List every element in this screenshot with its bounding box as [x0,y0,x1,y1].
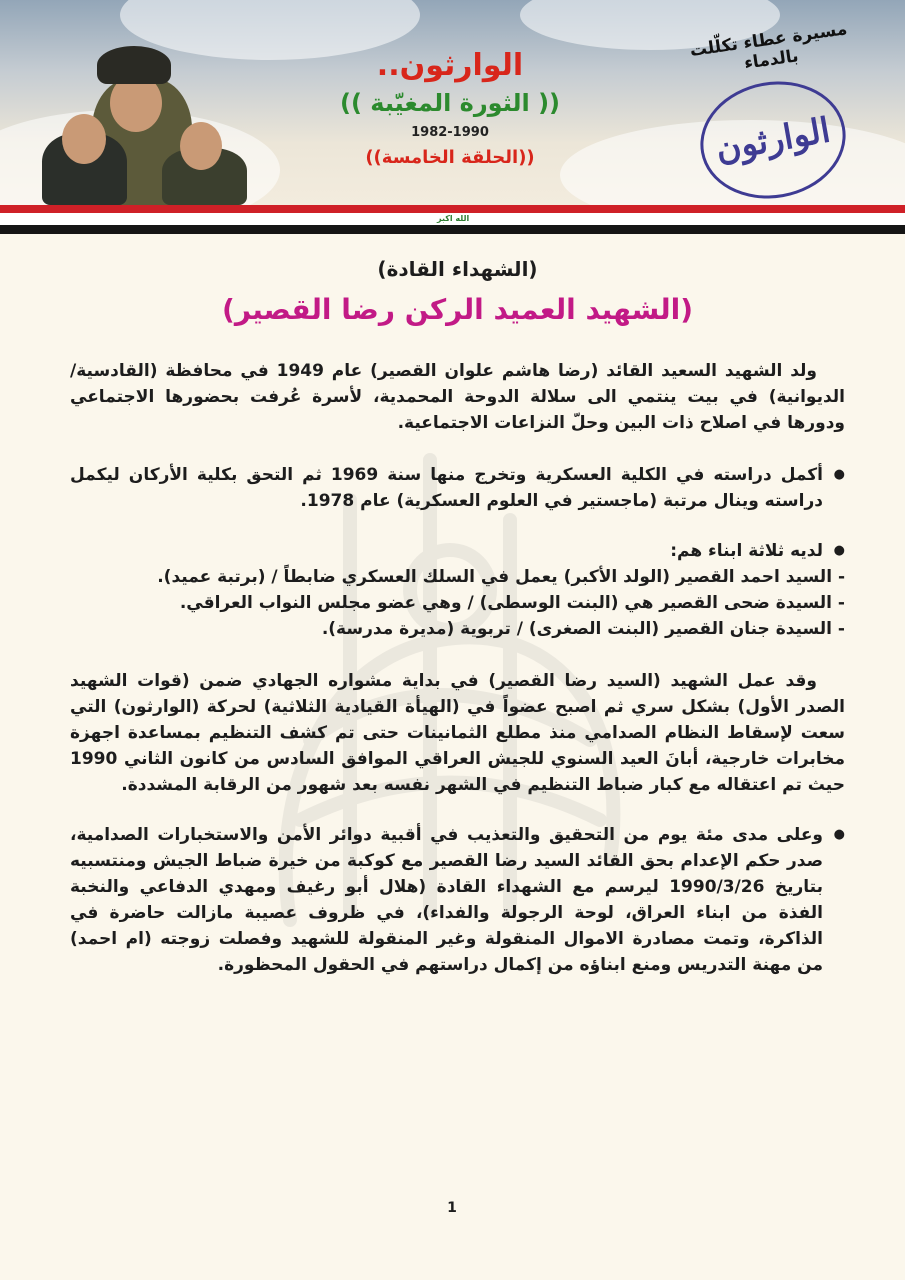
beret-icon [97,46,171,84]
emblem-slogan: مسيرة عطاء تكلّلت بالدماء [688,19,849,74]
work-paragraph: وقد عمل الشهيد (السيد رضا القصير) في بداية مشواره الجهادي ضمن (قوات الشهيد الصدر الأول) بشكل سري ثم اصبح عضواً في (الهيأة القيادية الثلاثية) لحركة (الوارثون) التي سعت لإسقاط النظام الصدامي منذ مطلع الثمانينات حتى تم كشف التنظيم بمساعدة اجهزة مخابرات خارجية، أبانَ العيد السنوي للجيش العراقي الموافق السادس من كانون الثاني 1990 حيث تم اعتقاله مع كبار ضباط التنظيم في الشهر نفسه بعد شهور من الرقابة المشددة. [70,671,845,795]
arrest-list [70,822,845,978]
series-title: الوارثون.. [376,48,524,83]
education-list [70,462,845,514]
flag-white-stripe [0,213,905,225]
flag-black-stripe [0,225,905,234]
birth-paragraph: ولد الشهيد السعيد القائد (رضا هاشم علوان القصير) عام 1949 في محافظة (القادسية/الديوانية) في بيت ينتمي الى سلالة الدوحة المحمدية، لأسرة عُرفت بحضورها الاجتماعي ودورها في اصلاح ذات البين وحلّ النزاعات الاجتماعية. [70,361,845,433]
series-years: 1982-1990 [411,125,489,140]
child-entry: - السيدة ضحى القصير هي (البنت الوسطى) / وهي عضو مجلس النواب العراقي. [179,593,845,613]
page-number: 1 [447,1200,457,1216]
portrait-face [180,122,222,170]
arrest-item: ● وعلى مدى مئة يوم من التحقيق والتعذيب في أقبية دوائر الأمن والاستخبارات الصدامية، صدر حكم الإعدام بحق القائد السيد رضا القصير مع كوكبة من خيرة ضباط الجيش ومنتسبيه بتاريخ 1990/3/26 ليرسم مع الشهداء القادة (هلال أبو رغيف ومهدي الدفاعي والنخبة الفذة من ابناء العراق، لوحة الرجولة والفداء)، في ظروف عصيبة مازالت حاضرة في الذاكرة، وتمت مصادرة الاموال المنقولة وغير المنقولة للشهيد وفصلت زوجته (ام احمد) من مهنة التدريس ومنع ابناؤه من إكمال دراستهم في الحقول المحظورة. [70,822,845,978]
movement-emblem [680,19,860,200]
martyrs-portraits [42,38,252,205]
flag-takbir-text: الله اكبر [437,214,470,223]
children-intro: ● لديه ثلاثة ابناء هم: [70,538,845,564]
martyr-name-heading: (الشهيد العميد الركن رضا القصير) [222,293,693,326]
child-entry: - السيد احمد القصير (الولد الأكبر) يعمل في السلك العسكري ضابطاً / (برتبة عميد). [157,567,845,587]
child-entry: - السيدة جنان القصير (البنت الصغرى) / تربوية (مديرة مدرسة). [321,619,845,639]
episode-label: ((الحلقة الخامسة)) [365,147,535,168]
article-content [70,250,845,978]
children-entries [70,564,845,642]
section-title: (الشهداء القادة) [377,257,538,281]
children-list [70,538,845,564]
header-banner [0,0,905,205]
series-titles [300,48,600,170]
portrait-face [62,114,106,164]
flag-red-stripe [0,205,905,213]
education-item: ● أكمل دراسته في الكلية العسكرية وتخرج منها سنة 1969 ثم التحق بكلية الأركان ليكمل دراسته وينال مرتبة (ماجستير في العلوم العسكرية) عام 1978. [70,462,845,514]
series-subtitle: (( الثورة المغيّبة )) [339,89,561,117]
iraqi-flag-stripe [0,205,905,237]
emblem-calligraphy: الوارثون [691,70,855,205]
